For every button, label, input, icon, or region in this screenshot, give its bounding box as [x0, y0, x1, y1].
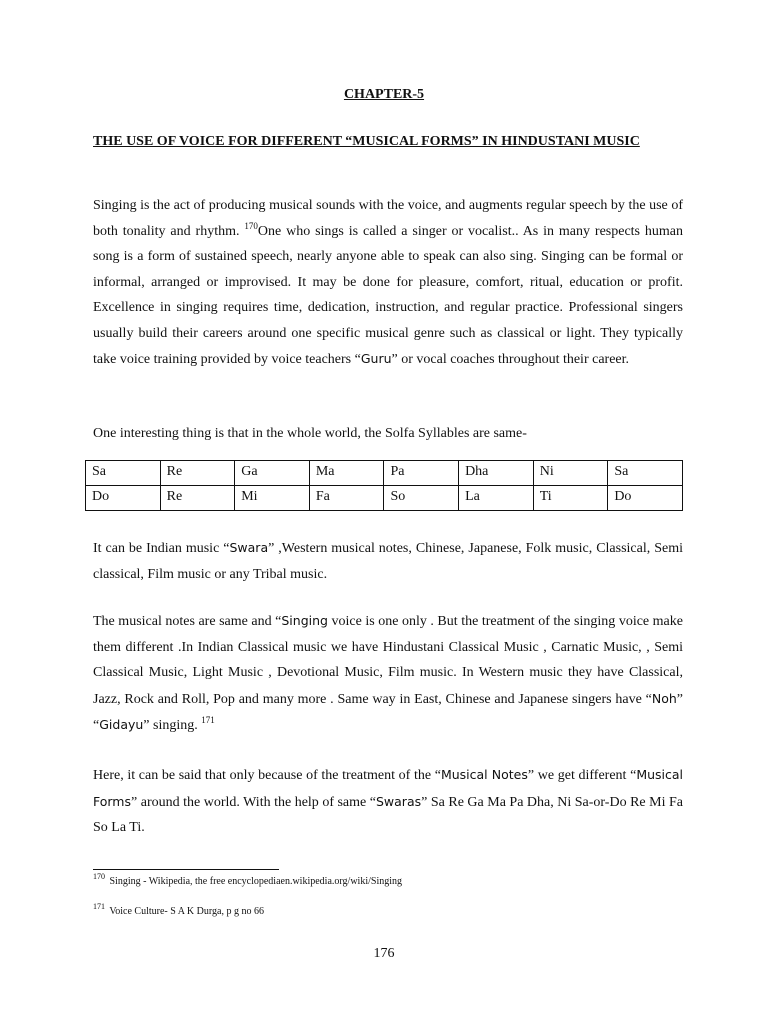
solfa-cell: Sa: [608, 461, 683, 486]
solfa-cell: Do: [608, 486, 683, 511]
p4-text-b: voice is one only . But the treatment of the singing voice make them different .In Indian Classical music we have Hindustani Classical Music , Carnatic Music, , Semi Classical Music, Light Music , Devotional Music, Film music. In Western music they have Classical, Jazz, Rock and Roll, Pop and many more . Same way in East, Chinese and Japanese singers have “: [93, 614, 683, 707]
p4-gidayu-term: Gidayu: [99, 717, 144, 732]
p1-text-c: ” or vocal coaches throughout their career.: [391, 352, 630, 367]
solfa-cell: Dha: [459, 461, 534, 486]
solfa-cell: Sa: [86, 461, 161, 486]
p5-musical-forms-term: Musical Forms: [93, 767, 684, 809]
solfa-cell: Ga: [235, 461, 310, 486]
solfa-cell: Ni: [533, 461, 608, 486]
p5-text-d: ” Sa Re Ga Ma Pa Dha, Ni Sa-or-Do Re Mi Fa So La Ti.: [93, 794, 683, 835]
p4-noh-term: Noh: [651, 690, 677, 706]
paragraph-music-kinds: [93, 535, 683, 587]
chapter-label: CHAPTER-5: [343, 87, 425, 102]
solfa-cell: Mi: [235, 486, 310, 511]
footnote-ref-170: 170: [244, 220, 258, 231]
paragraph-singing-definition: [93, 193, 683, 373]
p5-text-b: ” we get different “: [527, 768, 637, 783]
p5-text-a: Here, it can be said that only because of the treatment of the “: [93, 768, 441, 783]
solfa-cell: Re: [160, 486, 235, 511]
footnote-170: [93, 872, 402, 887]
p3-text-b: ” ,Western musical notes, Chinese, Japanese, Folk music, Classical, Semi classical, Film music or any Tribal music.: [93, 541, 683, 582]
p4-singing-term: Singing: [281, 613, 328, 628]
p4-text-a: The musical notes are same and “: [93, 614, 282, 629]
p5-musical-notes-term: Musical Notes: [440, 767, 528, 782]
paragraph-musical-forms: [93, 762, 683, 841]
section-title: THE USE OF VOICE FOR DIFFERENT “MUSICAL FORMS” IN HINDUSTANI MUSIC: [93, 134, 640, 149]
footnote-separator: [93, 869, 279, 870]
solfa-cell: Ti: [533, 486, 608, 511]
p5-swaras-term: Swaras: [375, 793, 422, 809]
footnote-text: Voice Culture- S A K Durga, p g no 66: [107, 906, 264, 917]
p4-text-c: ” “: [93, 691, 683, 733]
footnote-text: Singing - Wikipedia, the free encyclopediaen.wikipedia.org/wiki/Singing: [107, 876, 402, 887]
p5-text-c: ” around the world. With the help of same “: [131, 794, 376, 810]
solfa-cell: Do: [86, 486, 161, 511]
p3-swara-term: Swara: [229, 540, 269, 555]
p3-text-a: It can be Indian music “: [93, 541, 230, 556]
solfa-row: [86, 461, 683, 486]
p1-text-a: Singing is the act of producing musical sounds with the voice, and augments regular speech by the use of both tonality and rhythm.: [93, 198, 683, 239]
chapter-heading: [0, 87, 768, 103]
p4-text-d: ” singing.: [143, 718, 202, 733]
solfa-cell: La: [459, 486, 534, 511]
solfa-syllables-table: [85, 460, 683, 511]
p1-text-b: One who sings is called a singer or vocalist.. As in many respects human song is a form of sustained speech, nearly anyone able to speak can also sing. Singing can be formal or informal, arranged or improvised. It may be done for pleasure, comfort, ritual, education or profit. Excellence in singing requires time, dedication, instruction, and regular practice. Professional singers usually build their careers around one specific musical genre such as classical or light. They typically take voice training provided by voice teachers “: [93, 223, 683, 367]
solfa-cell: Re: [160, 461, 235, 486]
paragraph-solfa-intro: One interesting thing is that in the whole world, the Solfa Syllables are same-: [93, 426, 527, 441]
solfa-cell: Pa: [384, 461, 459, 486]
solfa-row: [86, 486, 683, 511]
footnote-number: 170: [93, 872, 105, 881]
solfa-cell: Ma: [309, 461, 384, 486]
solfa-cell: Fa: [309, 486, 384, 511]
paragraph-treatment-of-voice: [93, 608, 683, 739]
p1-guru-term: Guru: [360, 351, 392, 366]
page-number: 176: [373, 946, 395, 961]
solfa-cell: So: [384, 486, 459, 511]
footnote-171: [93, 902, 264, 917]
footnote-ref-171: 171: [201, 715, 215, 725]
footnote-number: 171: [93, 902, 105, 911]
